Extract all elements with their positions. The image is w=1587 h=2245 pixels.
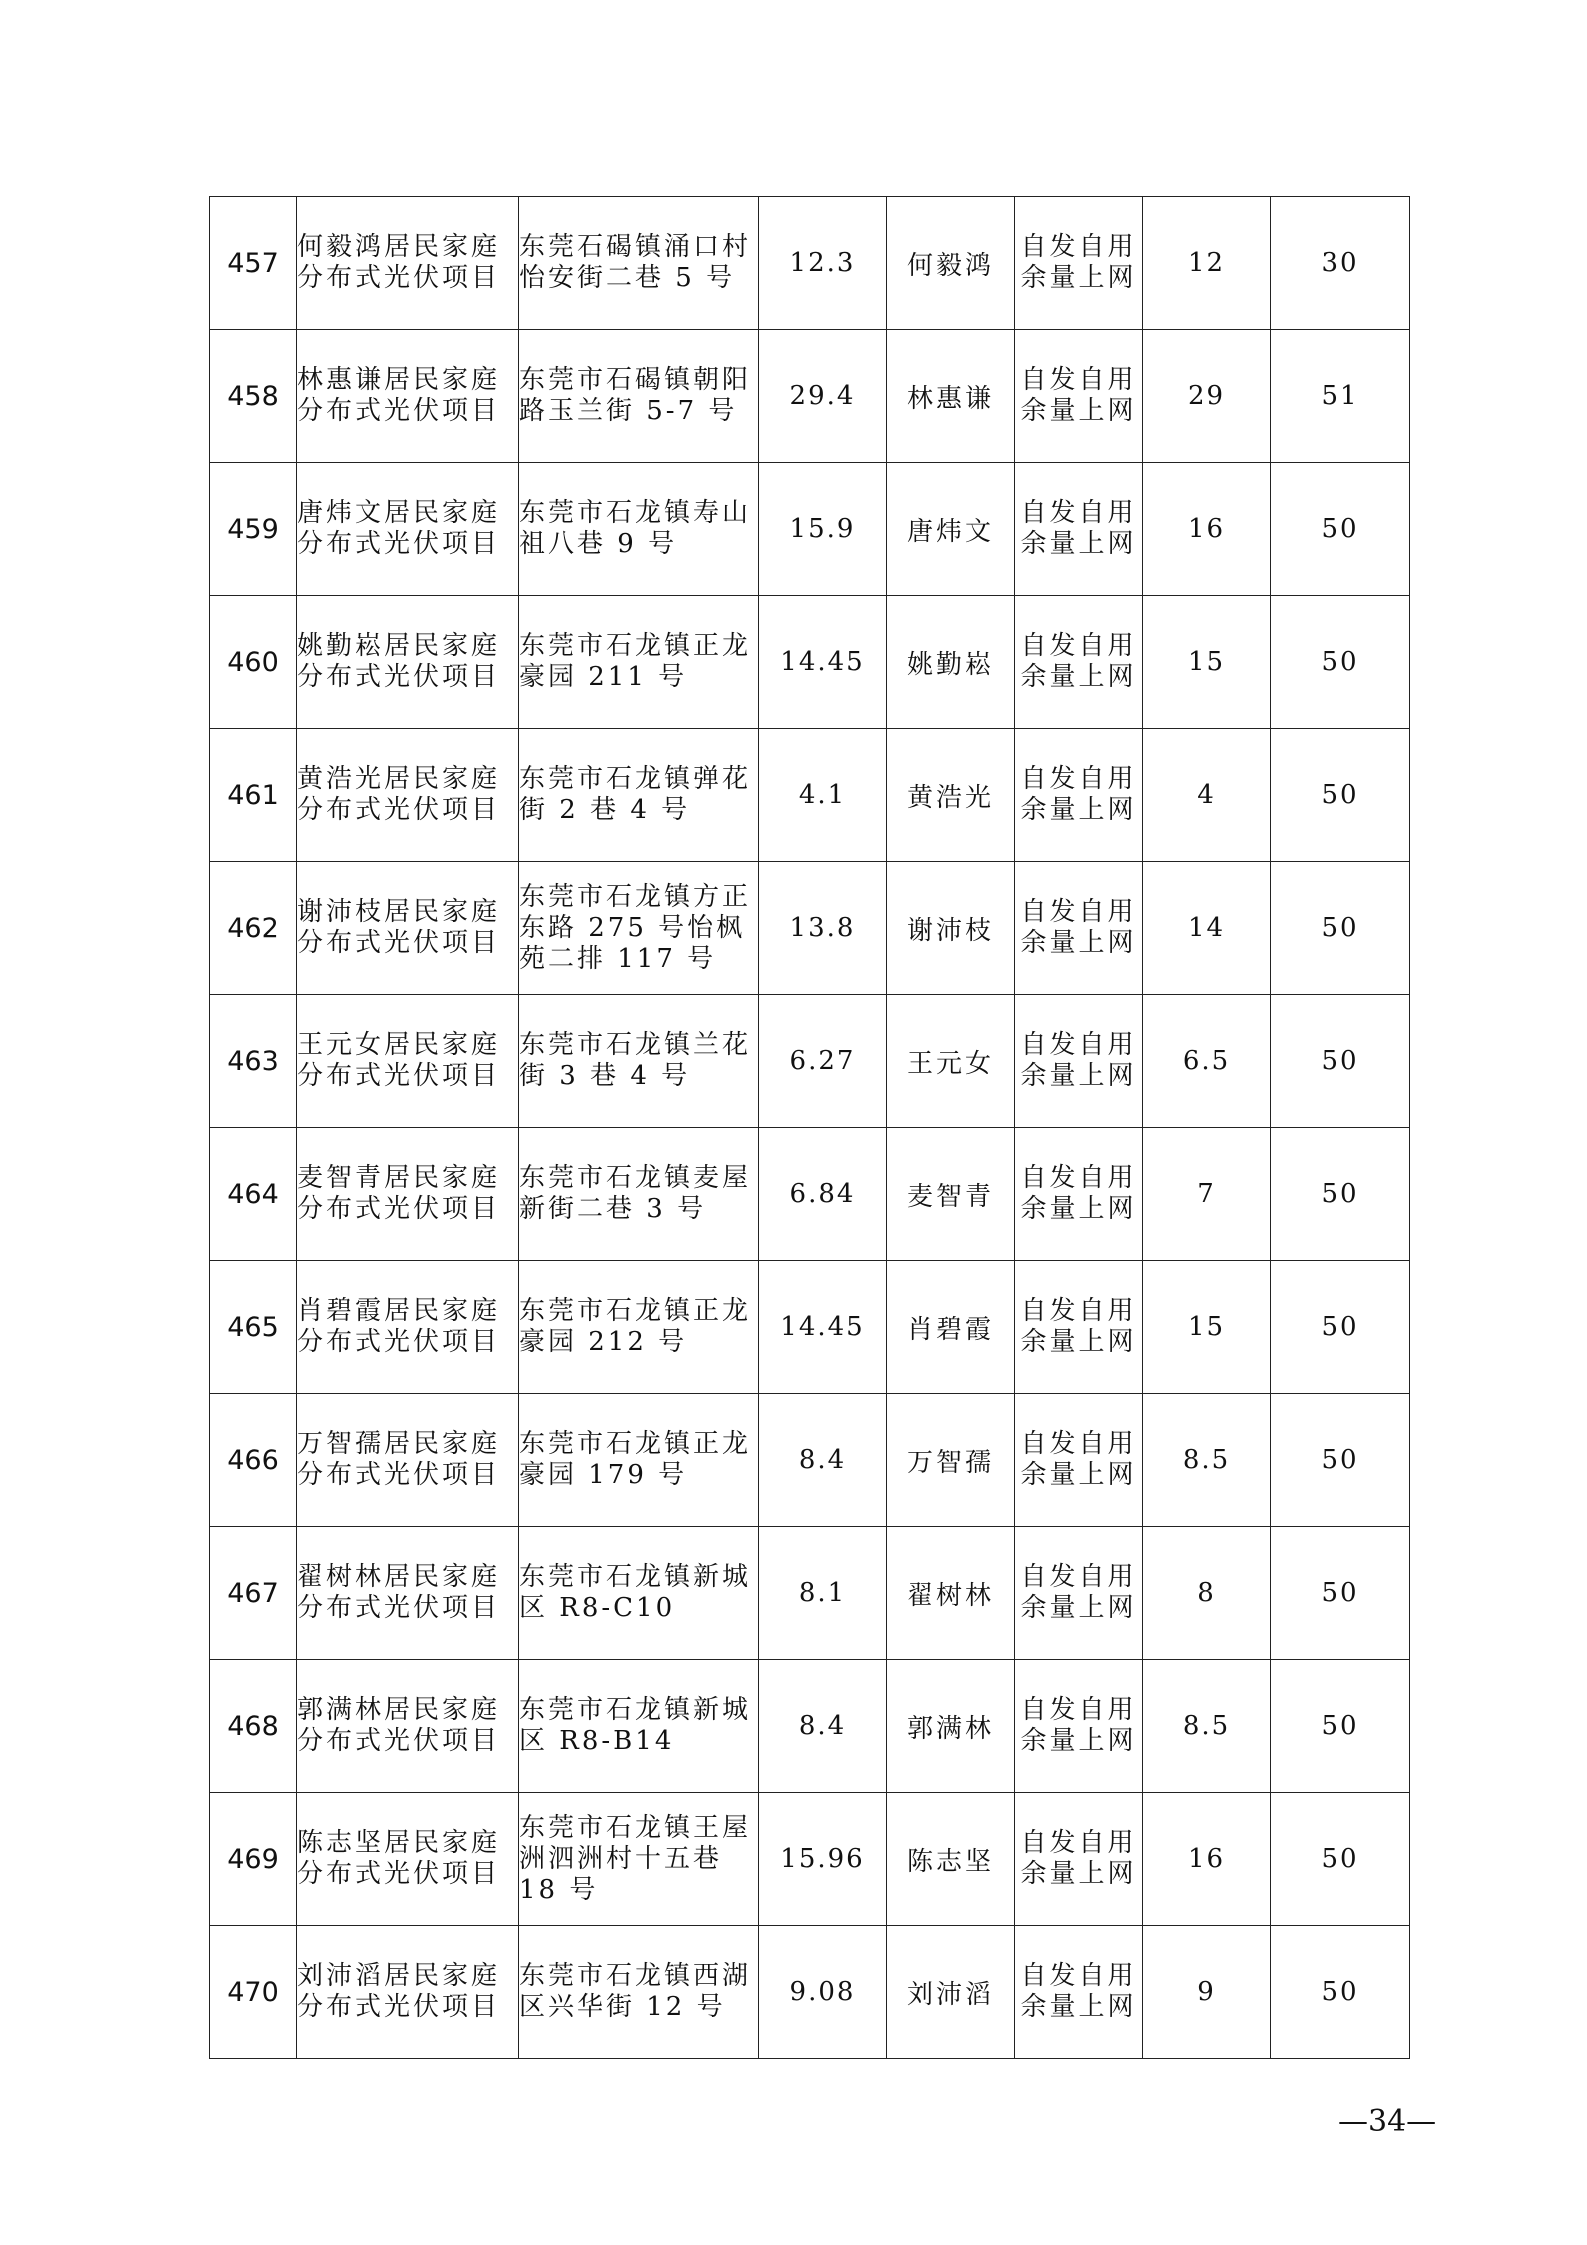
owner-name: 谢沛枝 xyxy=(887,862,1015,995)
installed-capacity: 14.45 xyxy=(759,1261,887,1394)
project-name: 陈志坚居民家庭分布式光伏项目 xyxy=(297,1793,519,1926)
grid-connection-mode: 自发自用余量上网 xyxy=(1015,729,1143,862)
area-value: 50 xyxy=(1271,1793,1410,1926)
installed-capacity: 8.4 xyxy=(759,1660,887,1793)
approved-capacity: 9 xyxy=(1143,1926,1271,2059)
area-value: 51 xyxy=(1271,330,1410,463)
approved-capacity: 15 xyxy=(1143,1261,1271,1394)
row-number: 467 xyxy=(210,1527,297,1660)
project-address: 东莞市石龙镇弹花街 2 巷 4 号 xyxy=(519,729,759,862)
project-name: 黄浩光居民家庭分布式光伏项目 xyxy=(297,729,519,862)
project-address: 东莞市石碣镇朝阳路玉兰街 5-7 号 xyxy=(519,330,759,463)
owner-name: 万智孺 xyxy=(887,1394,1015,1527)
grid-connection-mode: 自发自用余量上网 xyxy=(1015,1660,1143,1793)
grid-connection-mode: 自发自用余量上网 xyxy=(1015,1261,1143,1394)
table-row xyxy=(210,862,1410,995)
project-name: 肖碧霞居民家庭分布式光伏项目 xyxy=(297,1261,519,1394)
installed-capacity: 6.27 xyxy=(759,995,887,1128)
project-name: 何毅鸿居民家庭分布式光伏项目 xyxy=(297,197,519,330)
approved-capacity: 15 xyxy=(1143,596,1271,729)
table-row xyxy=(210,463,1410,596)
area-value: 50 xyxy=(1271,1261,1410,1394)
project-address: 东莞市石龙镇正龙豪园 212 号 xyxy=(519,1261,759,1394)
table-row xyxy=(210,1394,1410,1527)
installed-capacity: 12.3 xyxy=(759,197,887,330)
owner-name: 肖碧霞 xyxy=(887,1261,1015,1394)
row-number: 470 xyxy=(210,1926,297,2059)
project-name: 姚勤崧居民家庭分布式光伏项目 xyxy=(297,596,519,729)
table-row xyxy=(210,1793,1410,1926)
approved-capacity: 8.5 xyxy=(1143,1660,1271,1793)
grid-connection-mode: 自发自用余量上网 xyxy=(1015,1394,1143,1527)
grid-connection-mode: 自发自用余量上网 xyxy=(1015,596,1143,729)
row-number: 460 xyxy=(210,596,297,729)
project-name: 麦智青居民家庭分布式光伏项目 xyxy=(297,1128,519,1261)
grid-connection-mode: 自发自用余量上网 xyxy=(1015,330,1143,463)
project-address: 东莞市石龙镇西湖区兴华街 12 号 xyxy=(519,1926,759,2059)
approved-capacity: 14 xyxy=(1143,862,1271,995)
grid-connection-mode: 自发自用余量上网 xyxy=(1015,1926,1143,2059)
project-name: 王元女居民家庭分布式光伏项目 xyxy=(297,995,519,1128)
area-value: 50 xyxy=(1271,1128,1410,1261)
project-name: 郭满林居民家庭分布式光伏项目 xyxy=(297,1660,519,1793)
approved-capacity: 8 xyxy=(1143,1527,1271,1660)
project-name: 林惠谦居民家庭分布式光伏项目 xyxy=(297,330,519,463)
area-value: 50 xyxy=(1271,1527,1410,1660)
table-row xyxy=(210,197,1410,330)
grid-connection-mode: 自发自用余量上网 xyxy=(1015,1527,1143,1660)
project-address: 东莞市石龙镇正龙豪园 211 号 xyxy=(519,596,759,729)
approved-capacity: 6.5 xyxy=(1143,995,1271,1128)
table-row xyxy=(210,330,1410,463)
grid-connection-mode: 自发自用余量上网 xyxy=(1015,197,1143,330)
page-number: —34— xyxy=(1338,2104,1437,2139)
owner-name: 唐炜文 xyxy=(887,463,1015,596)
project-address: 东莞市石龙镇新城区 R8-B14 xyxy=(519,1660,759,1793)
grid-connection-mode: 自发自用余量上网 xyxy=(1015,1128,1143,1261)
row-number: 469 xyxy=(210,1793,297,1926)
table-row xyxy=(210,1527,1410,1660)
approved-capacity: 16 xyxy=(1143,1793,1271,1926)
owner-name: 王元女 xyxy=(887,995,1015,1128)
table-body xyxy=(210,197,1410,2059)
row-number: 459 xyxy=(210,463,297,596)
project-table xyxy=(209,196,1410,2059)
owner-name: 何毅鸿 xyxy=(887,197,1015,330)
approved-capacity: 7 xyxy=(1143,1128,1271,1261)
approved-capacity: 4 xyxy=(1143,729,1271,862)
owner-name: 翟树林 xyxy=(887,1527,1015,1660)
table-row xyxy=(210,729,1410,862)
installed-capacity: 4.1 xyxy=(759,729,887,862)
table-row xyxy=(210,995,1410,1128)
table-row xyxy=(210,1261,1410,1394)
approved-capacity: 8.5 xyxy=(1143,1394,1271,1527)
row-number: 461 xyxy=(210,729,297,862)
area-value: 50 xyxy=(1271,995,1410,1128)
area-value: 50 xyxy=(1271,729,1410,862)
row-number: 463 xyxy=(210,995,297,1128)
grid-connection-mode: 自发自用余量上网 xyxy=(1015,1793,1143,1926)
project-address: 东莞市石龙镇兰花街 3 巷 4 号 xyxy=(519,995,759,1128)
row-number: 466 xyxy=(210,1394,297,1527)
owner-name: 姚勤崧 xyxy=(887,596,1015,729)
row-number: 465 xyxy=(210,1261,297,1394)
table-row xyxy=(210,1660,1410,1793)
installed-capacity: 13.8 xyxy=(759,862,887,995)
installed-capacity: 15.96 xyxy=(759,1793,887,1926)
owner-name: 黄浩光 xyxy=(887,729,1015,862)
installed-capacity: 15.9 xyxy=(759,463,887,596)
grid-connection-mode: 自发自用余量上网 xyxy=(1015,862,1143,995)
row-number: 462 xyxy=(210,862,297,995)
project-name: 谢沛枝居民家庭分布式光伏项目 xyxy=(297,862,519,995)
installed-capacity: 8.1 xyxy=(759,1527,887,1660)
project-name: 翟树林居民家庭分布式光伏项目 xyxy=(297,1527,519,1660)
project-address: 东莞市石龙镇方正东路 275 号怡枫苑二排 117 号 xyxy=(519,862,759,995)
project-address: 东莞市石龙镇正龙豪园 179 号 xyxy=(519,1394,759,1527)
row-number: 458 xyxy=(210,330,297,463)
installed-capacity: 29.4 xyxy=(759,330,887,463)
project-address: 东莞石碣镇涌口村怡安街二巷 5 号 xyxy=(519,197,759,330)
project-address: 东莞市石龙镇新城区 R8-C10 xyxy=(519,1527,759,1660)
project-address: 东莞市石龙镇王屋洲泗洲村十五巷 18 号 xyxy=(519,1793,759,1926)
owner-name: 林惠谦 xyxy=(887,330,1015,463)
approved-capacity: 16 xyxy=(1143,463,1271,596)
area-value: 50 xyxy=(1271,1660,1410,1793)
project-name: 万智孺居民家庭分布式光伏项目 xyxy=(297,1394,519,1527)
owner-name: 陈志坚 xyxy=(887,1793,1015,1926)
area-value: 50 xyxy=(1271,1926,1410,2059)
area-value: 30 xyxy=(1271,197,1410,330)
owner-name: 刘沛滔 xyxy=(887,1926,1015,2059)
project-name: 唐炜文居民家庭分布式光伏项目 xyxy=(297,463,519,596)
area-value: 50 xyxy=(1271,1394,1410,1527)
table-row xyxy=(210,596,1410,729)
row-number: 457 xyxy=(210,197,297,330)
project-name: 刘沛滔居民家庭分布式光伏项目 xyxy=(297,1926,519,2059)
grid-connection-mode: 自发自用余量上网 xyxy=(1015,995,1143,1128)
project-address: 东莞市石龙镇麦屋新街二巷 3 号 xyxy=(519,1128,759,1261)
owner-name: 郭满林 xyxy=(887,1660,1015,1793)
grid-connection-mode: 自发自用余量上网 xyxy=(1015,463,1143,596)
area-value: 50 xyxy=(1271,862,1410,995)
installed-capacity: 14.45 xyxy=(759,596,887,729)
table-row xyxy=(210,1926,1410,2059)
row-number: 464 xyxy=(210,1128,297,1261)
installed-capacity: 8.4 xyxy=(759,1394,887,1527)
approved-capacity: 12 xyxy=(1143,197,1271,330)
installed-capacity: 6.84 xyxy=(759,1128,887,1261)
area-value: 50 xyxy=(1271,463,1410,596)
row-number: 468 xyxy=(210,1660,297,1793)
project-address: 东莞市石龙镇寿山祖八巷 9 号 xyxy=(519,463,759,596)
installed-capacity: 9.08 xyxy=(759,1926,887,2059)
owner-name: 麦智青 xyxy=(887,1128,1015,1261)
area-value: 50 xyxy=(1271,596,1410,729)
table-row xyxy=(210,1128,1410,1261)
approved-capacity: 29 xyxy=(1143,330,1271,463)
